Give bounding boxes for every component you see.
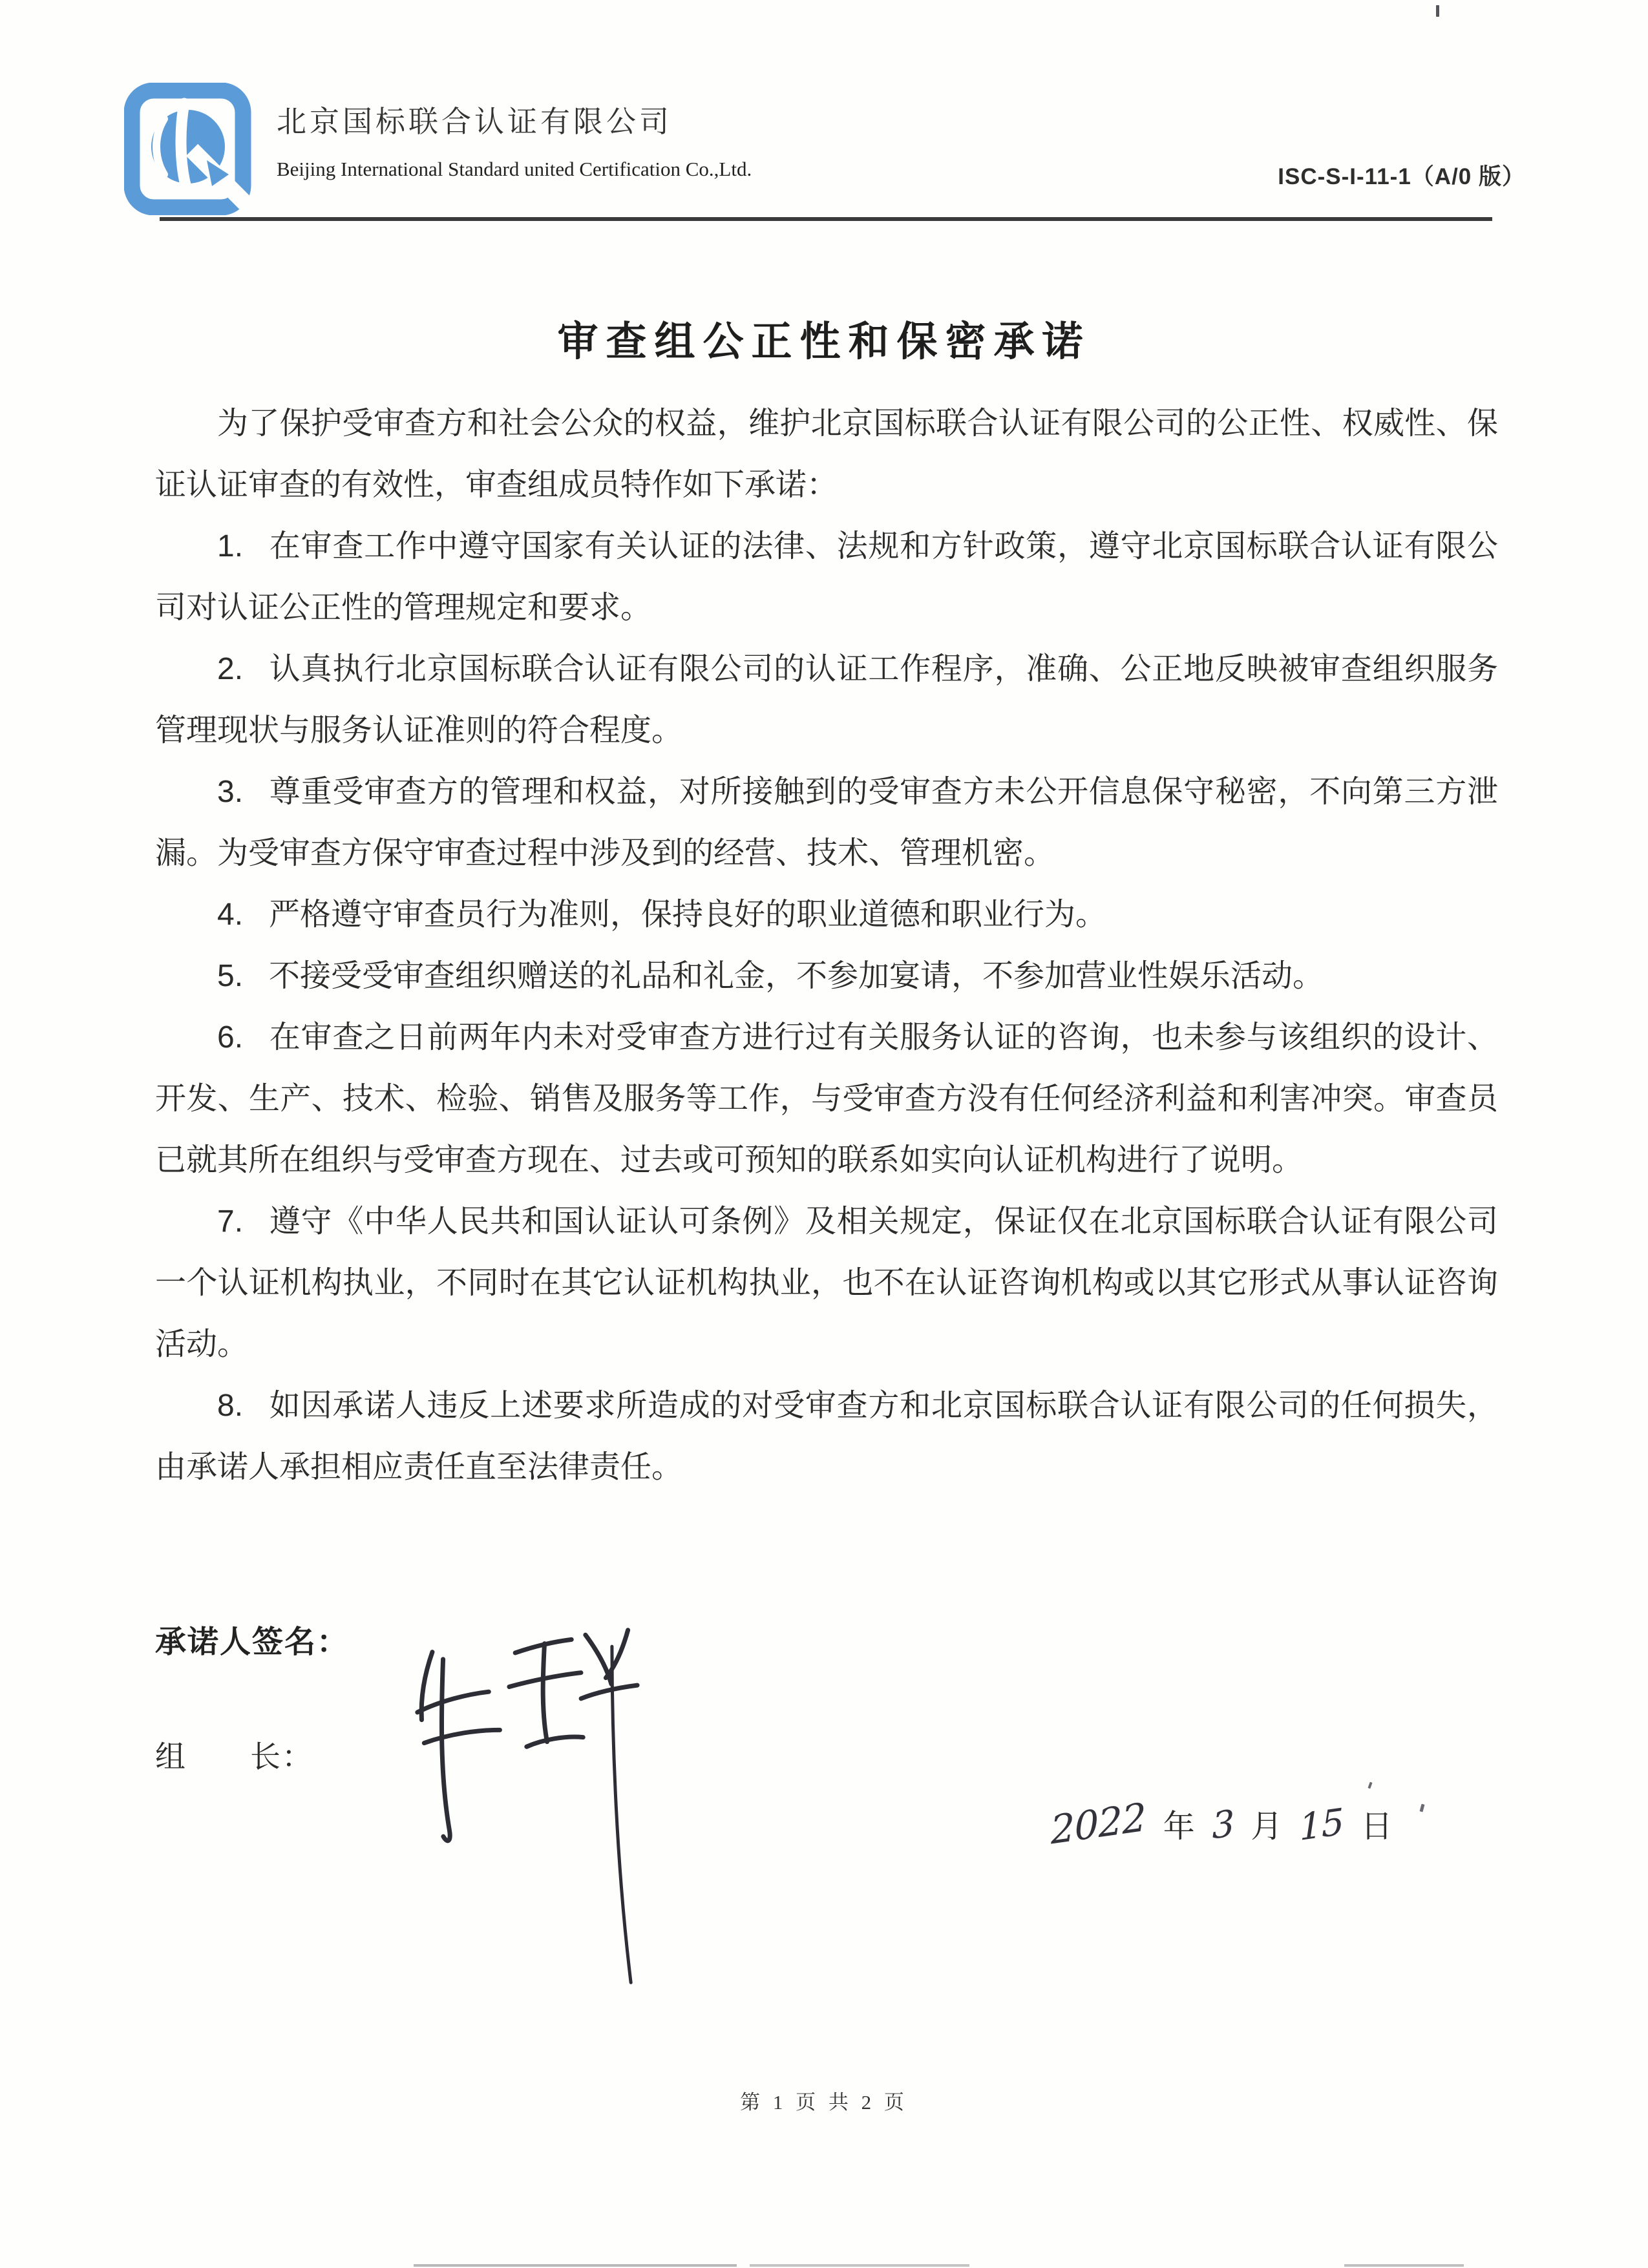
date-month-value: 3	[1210, 1802, 1235, 1848]
date-year-value: 2022	[1050, 1794, 1147, 1854]
date-day-value: 15	[1298, 1801, 1345, 1849]
commitment-date	[1050, 1794, 1393, 1854]
item-text: 严格遵守审查员行为准则，保持良好的职业道德和职业行为。	[269, 898, 1107, 932]
commitment-item-4	[155, 884, 1498, 945]
document-title: 审查组公正性和保密承诺	[557, 319, 1091, 364]
scan-edge-artifact	[414, 2264, 737, 2267]
item-text: 认真执行北京国标联合认证有限公司的认证工作程序，准确、公正地反映被审查组织服务管理现状与服务认证准则的符合程度。	[155, 652, 1498, 748]
scan-speck	[1420, 1804, 1425, 1812]
certification-logo-icon	[124, 83, 253, 215]
intro-paragraph: 为了保护受审查方和社会公众的权益，维护北京国标联合认证有限公司的公正性、权威性、保证认证审查的有效性，审查组成员特作如下承诺：	[155, 406, 1498, 502]
scan-speck	[1436, 5, 1439, 17]
document-header	[124, 83, 1525, 215]
item-text: 在审查之日前两年内未对受审查方进行过有关服务认证的咨询，也未参与该组织的设计、开发、生产、技术、检验、销售及服务等工作，与受审查方没有任何经济利益和利害冲突。审查员已就其所在组织与受审查方现在、过去或可预知的联系如实向认证机构进行了说明。	[155, 1020, 1498, 1177]
team-leader-label: 组 长：	[155, 1741, 313, 1774]
item-number: 4.	[217, 898, 244, 932]
commitment-item-5	[155, 945, 1498, 1007]
date-year-label: 年	[1163, 1809, 1195, 1844]
company-logo-icon	[124, 83, 253, 215]
commitment-item-8	[155, 1375, 1498, 1498]
item-text: 不接受受审查组织赠送的礼品和礼金，不参加宴请，不参加营业性娱乐活动。	[269, 959, 1324, 993]
company-name-block	[277, 98, 752, 181]
item-text: 遵守《中华人民共和国认证认可条例》及相关规定，保证仅在北京国标联合认证有限公司一个认证机构执业，不同时在其它认证机构执业，也不在认证咨询机构或以其它形式从事认证咨询活动。	[155, 1204, 1498, 1361]
commitment-item-2	[155, 638, 1498, 761]
item-number: 6.	[217, 1020, 244, 1055]
date-day-label: 日	[1360, 1809, 1393, 1844]
item-number: 7.	[217, 1204, 244, 1239]
commitment-item-1	[155, 516, 1498, 638]
document-body	[155, 393, 1498, 1498]
item-number: 2.	[217, 652, 244, 686]
document-number: ISC-S-I-11-1（A/0 版）	[1278, 164, 1525, 189]
scan-edge-artifact	[750, 2264, 969, 2267]
item-number: 5.	[217, 959, 244, 993]
scan-edge-artifact	[1344, 2264, 1464, 2267]
item-number: 3.	[217, 775, 244, 809]
item-text: 尊重受审查方的管理和权益，对所接触到的受审查方未公开信息保守秘密，不向第三方泄漏。为受审查方保守审查过程中涉及到的经营、技术、管理机密。	[155, 775, 1498, 870]
header-divider	[160, 217, 1492, 221]
handwritten-signature	[376, 1604, 662, 2018]
signer-signature-label: 承诺人签名：	[155, 1625, 350, 1659]
item-number: 8.	[217, 1389, 244, 1423]
scan-speck	[1368, 1782, 1372, 1789]
commitment-item-6	[155, 1007, 1498, 1191]
commitment-item-7	[155, 1191, 1498, 1375]
page-number-footer: 第 1 页 共 2 页	[740, 2091, 908, 2114]
item-number: 1.	[217, 529, 244, 563]
company-name-zh: 北京国标联合认证有限公司	[277, 105, 672, 138]
date-month-label: 月	[1251, 1809, 1283, 1844]
company-name-en: Beijing International Standard united Certification Co.,Ltd.	[277, 158, 752, 180]
commitment-item-3	[155, 761, 1498, 884]
item-text: 在审查工作中遵守国家有关认证的法律、法规和方针政策，遵守北京国标联合认证有限公司对认证公正性的管理规定和要求。	[155, 529, 1498, 625]
item-text: 如因承诺人违反上述要求所造成的对受审查方和北京国标联合认证有限公司的任何损失，由承诺人承担相应责任直至法律责任。	[155, 1389, 1498, 1484]
